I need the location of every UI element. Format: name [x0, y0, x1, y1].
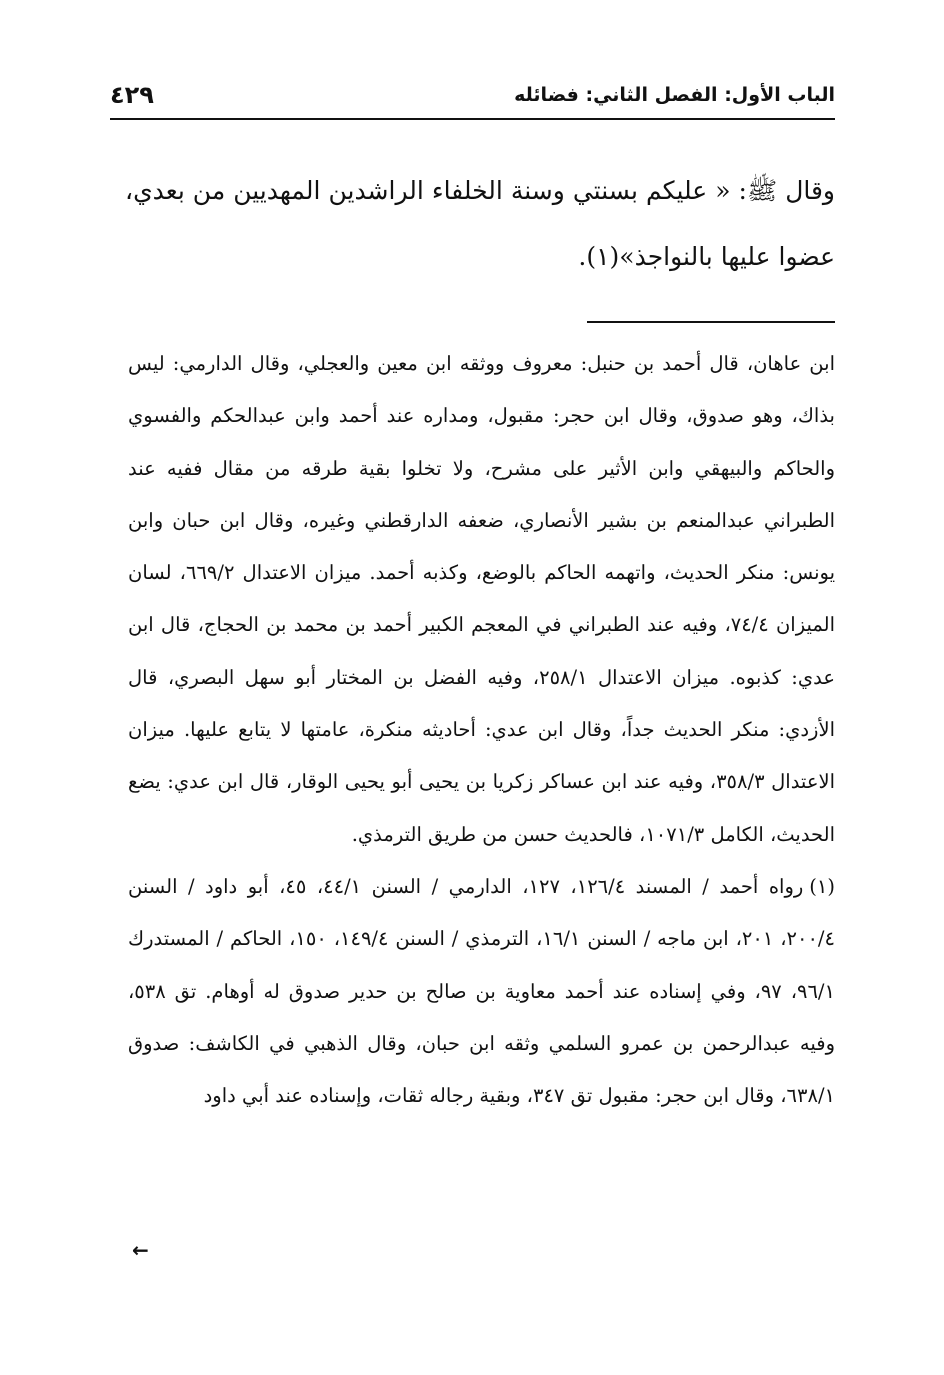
footnote-1-number: (١) [809, 874, 835, 898]
main-text [125, 158, 835, 290]
page-number: ٤٢٩ [110, 81, 154, 109]
continue-arrow-icon: ← [132, 1238, 149, 1262]
footnote-continuation: ابن عاهان، قال أحمد بن حنبل: معروف ووثقه ابن معين والعجلي، وقال الدارمي: ليس بذاك، وهو صدوق، وقال ابن حجر: مقبول، ومداره عند أحمد وابن عبدالحكم والفسوي والحاكم والبيهقي وابن الأثير على مشرح، ولا تخلوا بقية طرقه من مقال ففيه عند الطبراني عبدالمنعم بن بشير الأنصاري، ضعفه الدارقطني وغيره، وقال ابن حبان وابن يونس: منكر الحديث، واتهمه الحاكم بالوضع، وكذبه أحمد. ميزان الاعتدال ٦٦٩/٢، لسان الميزان ٧٤/٤، وفيه عند الطبراني في المعجم الكبير أحمد بن محمد بن الحجاج، قال ابن عدي: كذبوه. ميزان الاعتدال ٢٥٨/١، وفيه الفضل بن المختار أبو سهل البصري، قال الأزدي: منكر الحديث جداً، وقال ابن عدي: أحاديثه منكرة، عامتها لا يتابع عليها. ميزان الاعتدال ٣٥٨/٣، وفيه عند ابن عساكر زكريا بن يحيى أبو يحيى الوقار، قال ابن عدي: يضع الحديث، الكامل ١٠٧١/٣، فالحديث حسن من طريق الترمذي. [128, 352, 835, 846]
running-header [110, 78, 835, 112]
footnote-divider [587, 321, 835, 323]
footnote-1-text: رواه أحمد / المسند ١٢٦/٤، ١٢٧، الدارمي / السنن ٤٤/١، ٤٥، أبو داود / السنن ٢٠٠/٤، ٢٠١، ابن ماجه / السنن ١٦/١، الترمذي / السنن ١٤٩/٤، ١٥٠، الحاكم / المستدرك ٩٦/١، ٩٧، وفي إسناده عند أحمد معاوية بن صالح بن حدير صدوق له أوهام. تق ٥٣٨، وفيه عبدالرحمن بن عمرو السلمي وثقه ابن حبان، وقال الذهبي في الكاشف: صدوق ٦٣٨/١، وقال ابن حجر: مقبول تق ٣٤٧، وبقية رجاله ثقات، وإسناده عند أبي داود [128, 874, 835, 1108]
chapter-title: الباب الأول: الفصل الثاني: فضائله [514, 84, 835, 106]
hadith-paragraph: وقال ﷺ: « عليكم بسنتي وسنة الخلفاء الراشدين المهديين من بعدي، عضوا عليها بالنواجذ»(١). [125, 176, 835, 271]
header-divider [110, 118, 835, 120]
footnote-1 [128, 861, 835, 1122]
footnotes [128, 338, 835, 1122]
